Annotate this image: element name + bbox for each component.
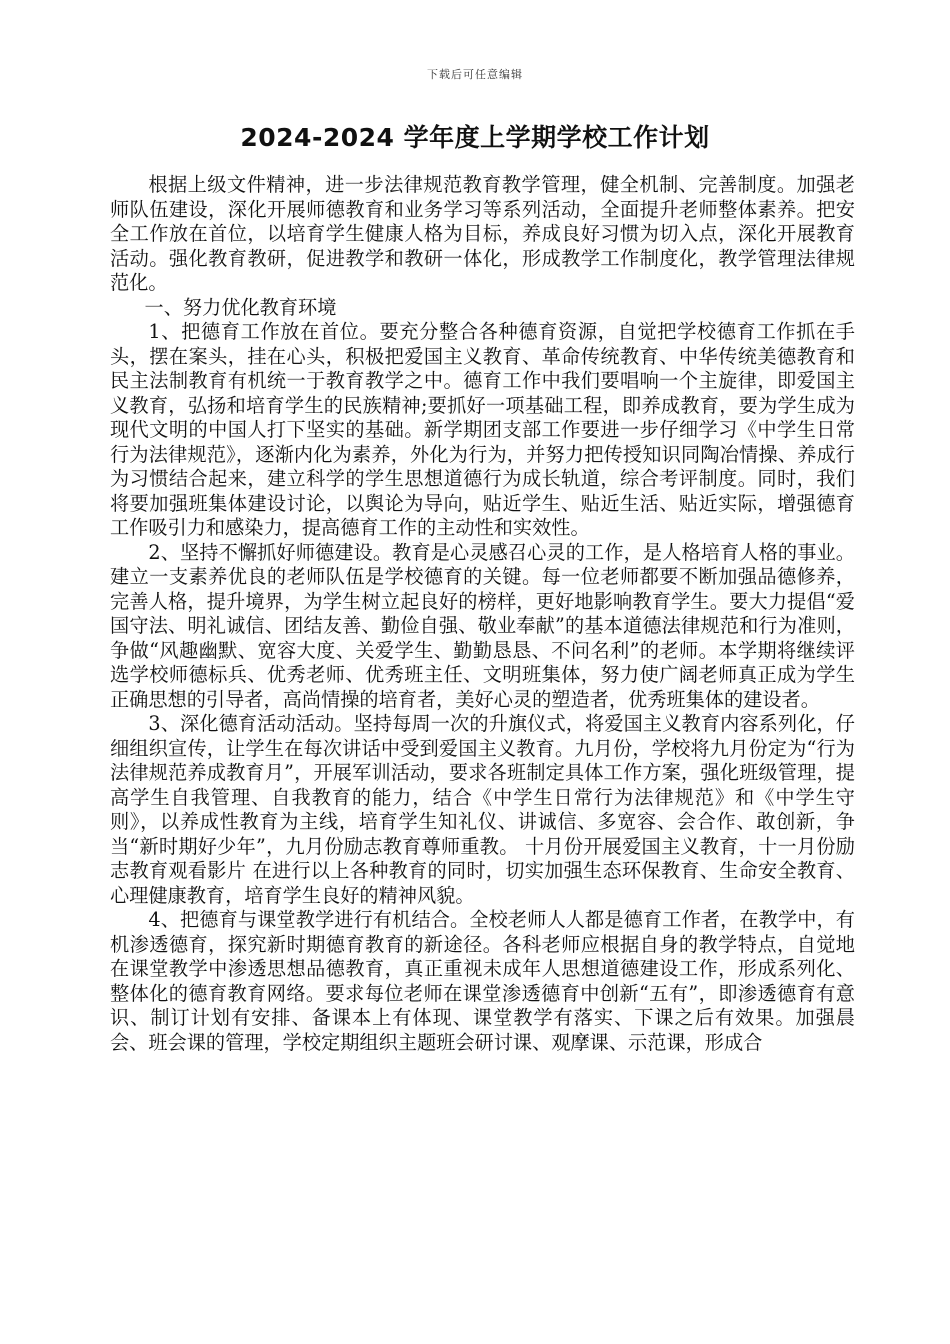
body-paragraph: 4、把德育与课堂教学进行有机结合。全校老师人人都是德育工作者，在教学中，有机渗透德育，探究新时期德育教育的新途径。各科老师应根据自身的教学特点，自觉地在课堂教学中渗透思想品德教育，真正重视未成年人思想道德建设工作，形成系列化、整体化的德育教育网络。要求每位老师在课堂渗透德育中创新“五有”，即渗透德育有意识、制订计划有安排、备课本上有体现、课堂教学有落实、下课之后有效果。加强晨会、班会课的管理，学校定期组织主题班会研讨课、观摩课、示范课，形成合 <box>110 908 855 1054</box>
intro-paragraph: 根据上级文件精神，进一步法律规范教育教学管理，健全机制、完善制度。加强老师队伍建设，深化开展师德教育和业务学习等系列活动，全面提升老师整体素养。把安全工作放在首位，以培育学生健康人格为目标，养成良好习惯为切入点，深化开展教育活动。强化教育教研，促进教学和教研一体化，形成教学工作制度化，教学管理法律规范化。 <box>110 173 855 294</box>
document-body <box>110 173 855 1055</box>
section-heading: 一、努力优化教育环境 <box>144 295 337 319</box>
document-title: 2024-2024 学年度上学期学校工作计划 <box>240 123 710 152</box>
body-paragraph: 3、深化德育活动活动。坚持每周一次的升旗仪式，将爱国主义教育内容系列化，仔细组织宣传，让学生在每次讲话中受到爱国主义教育。九月份，学校将九月份定为“行为法律规范养成教育月”，开展军训活动，要求各班制定具体工作方案，强化班级管理，提高学生自我管理、自我教育的能力，结合《中学生日常行为法律规范》和《中学生守则》，以养成性教育为主线，培育学生知礼仪、讲诚信、多宽容、会合作、敢创新，争当“新时期好少年”，九月份励志教育尊师重教。 十月份开展爱国主义教育，十一月份励志教育观看影片 在进行以上各种教育的同时，切实加强生态环保教育、生命安全教育、心理健康教育，培育学生良好的精神风貌。 <box>110 712 855 907</box>
body-paragraph: 1、把德育工作放在首位。要充分整合各种德育资源，自觉把学校德育工作抓在手头，摆在案头，挂在心头，积极把爱国主义教育、革命传统教育、中华传统美德教育和民主法制教育有机统一于教育教学之中。德育工作中我们要唱响一个主旋律，即爱国主义教育，弘扬和培育学生的民族精神;要抓好一项基础工程，即养成教育，要为学生成为现代文明的中国人打下坚实的基础。新学期团支部工作要进一步仔细学习《中学生日常行为法律规范》，逐渐内化为素养，外化为行为，并努力把传授知识同陶冶情操、养成行为习惯结合起来，建立科学的学生思想道德行为成长轨道，综合考评制度。同时，我们将要加强班集体建设讨论，以舆论为导向，贴近学生、贴近生活、贴近实际，增强德育工作吸引力和感染力，提高德育工作的主动性和实效性。 <box>110 320 855 539</box>
header-note: 下载后可任意编辑 <box>427 68 523 81</box>
body-paragraph: 2、坚持不懈抓好师德建设。教育是心灵感召心灵的工作，是人格培育人格的事业。建立一支素养优良的老师队伍是学校德育的关键。每一位老师都要不断加强品德修养，完善人格，提升境界，为学生树立起良好的榜样，更好地影响教育学生。要大力提倡“爱国守法、明礼诚信、团结友善、勤俭自强、敬业奉献”的基本道德法律规范和行为准则，争做“风趣幽默、宽容大度、关爱学生、勤勤恳恳、不问名利”的老师。本学期将继续评选学校师德标兵、优秀老师、优秀班主任、文明班集体，努力使广阔老师真正成为学生正确思想的引导者，高尚情操的培育者，美好心灵的塑造者，优秀班集体的建设者。 <box>110 540 855 711</box>
